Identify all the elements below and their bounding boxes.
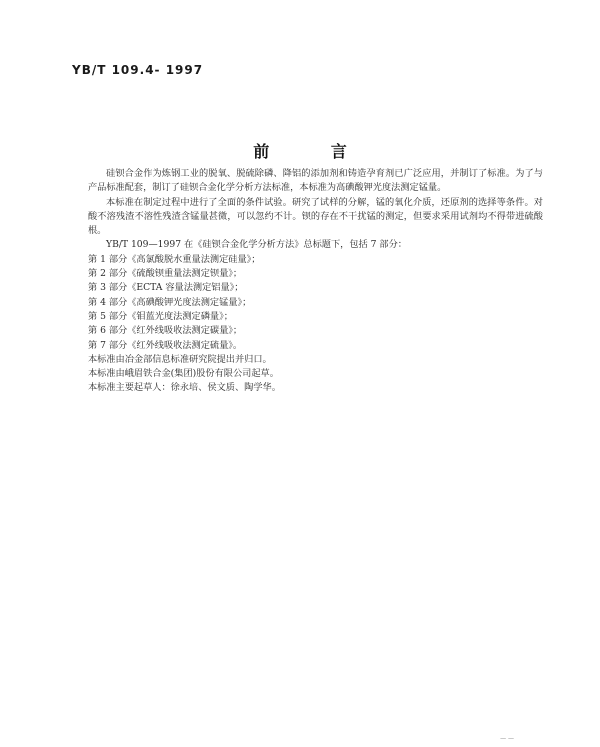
standard-code: YB/T 109.4- 1997 <box>72 63 204 77</box>
list-item: 第 7 部分《红外线吸收法测定硫量》。 <box>88 339 243 351</box>
list-item: 第 4 部分《高碘酸钾光度法测定锰量》； <box>88 296 252 308</box>
list-item: 第 1 部分《高氯酸脱水重量法测定硅量》； <box>88 253 261 265</box>
paragraph-conditions: 本标准在制定过程中进行了全面的条件试验。研究了试样的分解，锰的氧化介质，还原剂的选择等条件。对酸不溶残渣不溶性残渣含锰量甚微，可以忽约不计。钡的存在不干扰锰的测定，但要求采用试剂均不得带进硫酸根。 <box>88 196 543 237</box>
page-mark: — — <box>500 735 514 742</box>
authors-statement: 本标准主要起草人：徐永培、侯文质、陶学华。 <box>88 382 281 394</box>
proposer-statement: 本标准由冶金部信息标准研究院提出并归口。 <box>88 353 272 365</box>
list-item: 第 2 部分《硫酸钡重量法测定钡量》； <box>88 268 243 280</box>
paragraph-background: 硅钡合金作为炼钢工业的脱氧、脱硫除磷、降铝的添加剂和铸造孕育剂已广泛应用，并制订了标准。为了与产品标准配套，制订了硅钡合金化学分析方法标准，本标准为高碘酸钾光度法测定锰量。 <box>88 168 543 194</box>
foreword-body <box>88 167 543 396</box>
list-item: 第 6 部分《红外线吸收法测定碳量》； <box>88 325 243 337</box>
page-title: 前 言 <box>253 142 375 161</box>
parts-list <box>88 253 543 353</box>
list-item: 第 3 部分《ECTA 容量法测定铝量》； <box>88 282 244 294</box>
paragraph-structure: YB/T 109—1997 在《硅钡合金化学分析方法》总标题下，包括 7 部分： <box>106 239 407 251</box>
list-item: 第 5 部分《钼蓝光度法测定磷量》； <box>88 310 233 322</box>
drafter-statement: 本标准由峨眉铁合金(集团)股份有限公司起草。 <box>88 368 279 380</box>
